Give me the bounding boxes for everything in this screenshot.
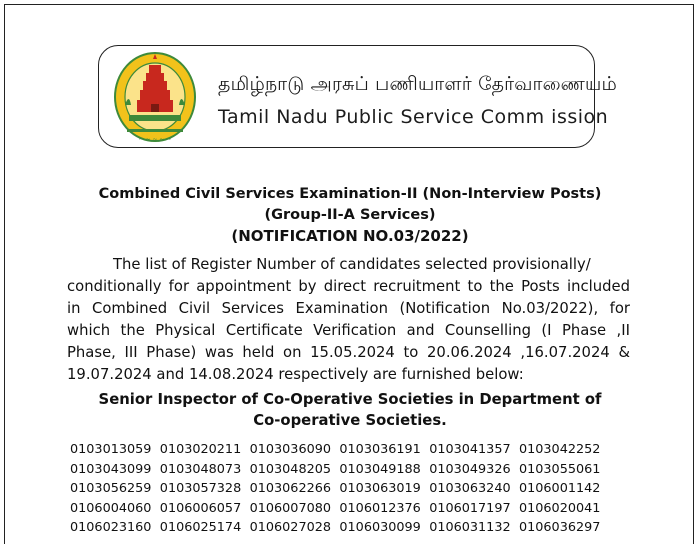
register-number: 0106004060 bbox=[70, 500, 152, 516]
table-row bbox=[70, 499, 630, 519]
post-heading-line2: Co-operative Societies. bbox=[253, 412, 447, 429]
register-number: 0103063019 bbox=[339, 481, 421, 496]
register-number: 0103057328 bbox=[159, 481, 242, 496]
register-number: 0103020211 bbox=[159, 442, 242, 457]
org-name-english: Tamil Nadu Public Service Comm ission bbox=[218, 106, 609, 128]
register-number: 0103049326 bbox=[429, 461, 511, 477]
table-row bbox=[70, 440, 630, 460]
register-number: 0103036191 bbox=[339, 442, 421, 457]
register-number: 0106023160 bbox=[70, 520, 152, 535]
register-number: 0106031132 bbox=[429, 520, 511, 535]
register-number: 0103041357 bbox=[429, 442, 511, 457]
body-line: Phase, III Phase) was held on 15.05.2024 to 20.06.2024 ,16.07.2024 & bbox=[67, 344, 630, 361]
header-banner bbox=[98, 45, 617, 148]
register-number: 0106006057 bbox=[159, 500, 242, 516]
register-number-table bbox=[70, 440, 630, 538]
register-number: 0103042252 bbox=[518, 442, 601, 457]
register-number: 0103048073 bbox=[159, 461, 242, 477]
register-number: 0103055061 bbox=[518, 461, 601, 477]
register-number: 0103056259 bbox=[70, 481, 152, 496]
exam-title-line2: (Group-II-A Services) bbox=[264, 207, 436, 223]
register-number: 0106017197 bbox=[429, 500, 511, 516]
register-number: 0106001142 bbox=[518, 481, 601, 496]
register-number: 0103048205 bbox=[249, 461, 332, 477]
post-heading-line1: Senior Inspector of Co-Operative Societies in Department of bbox=[98, 391, 602, 408]
table-row bbox=[70, 518, 630, 538]
register-number: 0106012376 bbox=[339, 500, 421, 516]
register-number: 0103013059 bbox=[70, 442, 152, 457]
table-row bbox=[70, 479, 630, 499]
body-line: which the Physical Certificate Verification and Counselling (I Phase ,II bbox=[67, 322, 630, 339]
body-line: in Combined Civil Services Examination (Notification No.03/2022), for bbox=[67, 300, 630, 317]
body-line: The list of Register Number of candidates selected provisionally/ bbox=[113, 256, 591, 273]
body-line: 19.07.2024 and 14.08.2024 respectively are furnished below: bbox=[67, 366, 524, 383]
table-row bbox=[70, 460, 630, 480]
notification-number: (NOTIFICATION NO.03/2022) bbox=[231, 227, 469, 245]
register-number: 0106007080 bbox=[249, 500, 332, 516]
register-number: 0106020041 bbox=[518, 500, 601, 516]
register-number: 0106027028 bbox=[249, 520, 332, 535]
register-number: 0106025174 bbox=[159, 520, 242, 535]
register-number: 0103049188 bbox=[339, 461, 421, 477]
register-number: 0103036090 bbox=[249, 442, 332, 457]
notification-body bbox=[67, 254, 630, 386]
register-number: 0106036297 bbox=[518, 520, 601, 535]
svg-text:~ ~ ~ ~ ~: ~ ~ ~ ~ ~ bbox=[138, 136, 172, 143]
org-name-tamil: தமிழ்நாடு அரசுப் பணியாளர் தேர்வாணையம் bbox=[218, 73, 617, 95]
register-number: 0106030099 bbox=[339, 520, 421, 535]
register-number: 0103063240 bbox=[429, 481, 511, 496]
register-number: 0103062266 bbox=[249, 481, 332, 496]
register-number: 0103043099 bbox=[70, 461, 152, 477]
body-line: conditionally for appointment by direct recruitment to the Posts included bbox=[67, 278, 630, 295]
exam-title-line1: Combined Civil Services Examination-II (Non-Interview Posts) bbox=[98, 186, 602, 202]
tnpsc-emblem-icon bbox=[107, 49, 207, 145]
